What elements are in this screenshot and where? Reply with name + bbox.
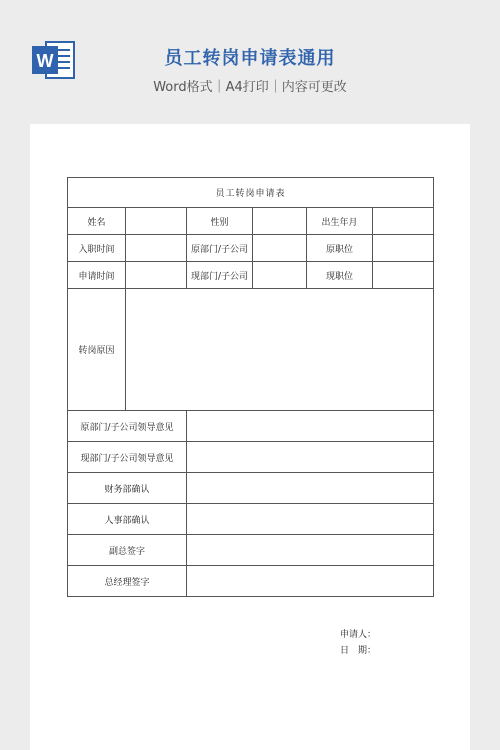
label-birth: 出生年月: [307, 208, 373, 235]
field-orig-dept[interactable]: [253, 235, 307, 262]
label-orig-position: 原职位: [307, 235, 373, 262]
field-new-leader-opinion[interactable]: [187, 442, 434, 473]
label-gm-signature: 总经理签字: [68, 566, 187, 597]
label-gender: 性别: [187, 208, 253, 235]
label-finance-confirm: 财务部确认: [68, 473, 187, 504]
label-new-leader-opinion: 现部门/子公司领导意见: [68, 442, 187, 473]
field-finance-confirm[interactable]: [187, 473, 434, 504]
form-title: 员工转岗申请表: [68, 178, 434, 208]
field-gm-signature[interactable]: [187, 566, 434, 597]
field-name[interactable]: [126, 208, 187, 235]
label-reason: 转岗原因: [68, 289, 126, 411]
date-label: 日 期：: [340, 646, 377, 656]
page-title: 员工转岗申请表通用: [164, 48, 336, 69]
label-orig-leader-opinion: 原部门/子公司领导意见: [68, 411, 187, 442]
applicant-label: 申请人：: [340, 630, 377, 640]
field-hire-date[interactable]: [126, 235, 187, 262]
label-orig-dept: 原部门/子公司: [187, 235, 253, 262]
field-vp-signature[interactable]: [187, 535, 434, 566]
field-orig-position[interactable]: [373, 235, 434, 262]
field-orig-leader-opinion[interactable]: [187, 411, 434, 442]
label-name: 姓名: [68, 208, 126, 235]
label-new-dept: 现部门/子公司: [187, 262, 253, 289]
field-reason[interactable]: [126, 289, 434, 411]
label-apply-date: 申请时间: [68, 262, 126, 289]
label-vp-signature: 副总签字: [68, 535, 187, 566]
field-gender[interactable]: [253, 208, 307, 235]
field-new-position[interactable]: [373, 262, 434, 289]
label-hire-date: 入职时间: [68, 235, 126, 262]
label-hr-confirm: 人事部确认: [68, 504, 187, 535]
header: [0, 0, 500, 120]
document-page: [30, 124, 470, 750]
field-apply-date[interactable]: [126, 262, 187, 289]
field-hr-confirm[interactable]: [187, 504, 434, 535]
transfer-form-table: [67, 177, 434, 597]
label-new-position: 现职位: [307, 262, 373, 289]
field-new-dept[interactable]: [253, 262, 307, 289]
page-subtitle: Word格式｜A4打印｜内容可更改: [153, 80, 347, 95]
svg-text:W: W: [36, 51, 54, 71]
field-birth[interactable]: [373, 208, 434, 235]
